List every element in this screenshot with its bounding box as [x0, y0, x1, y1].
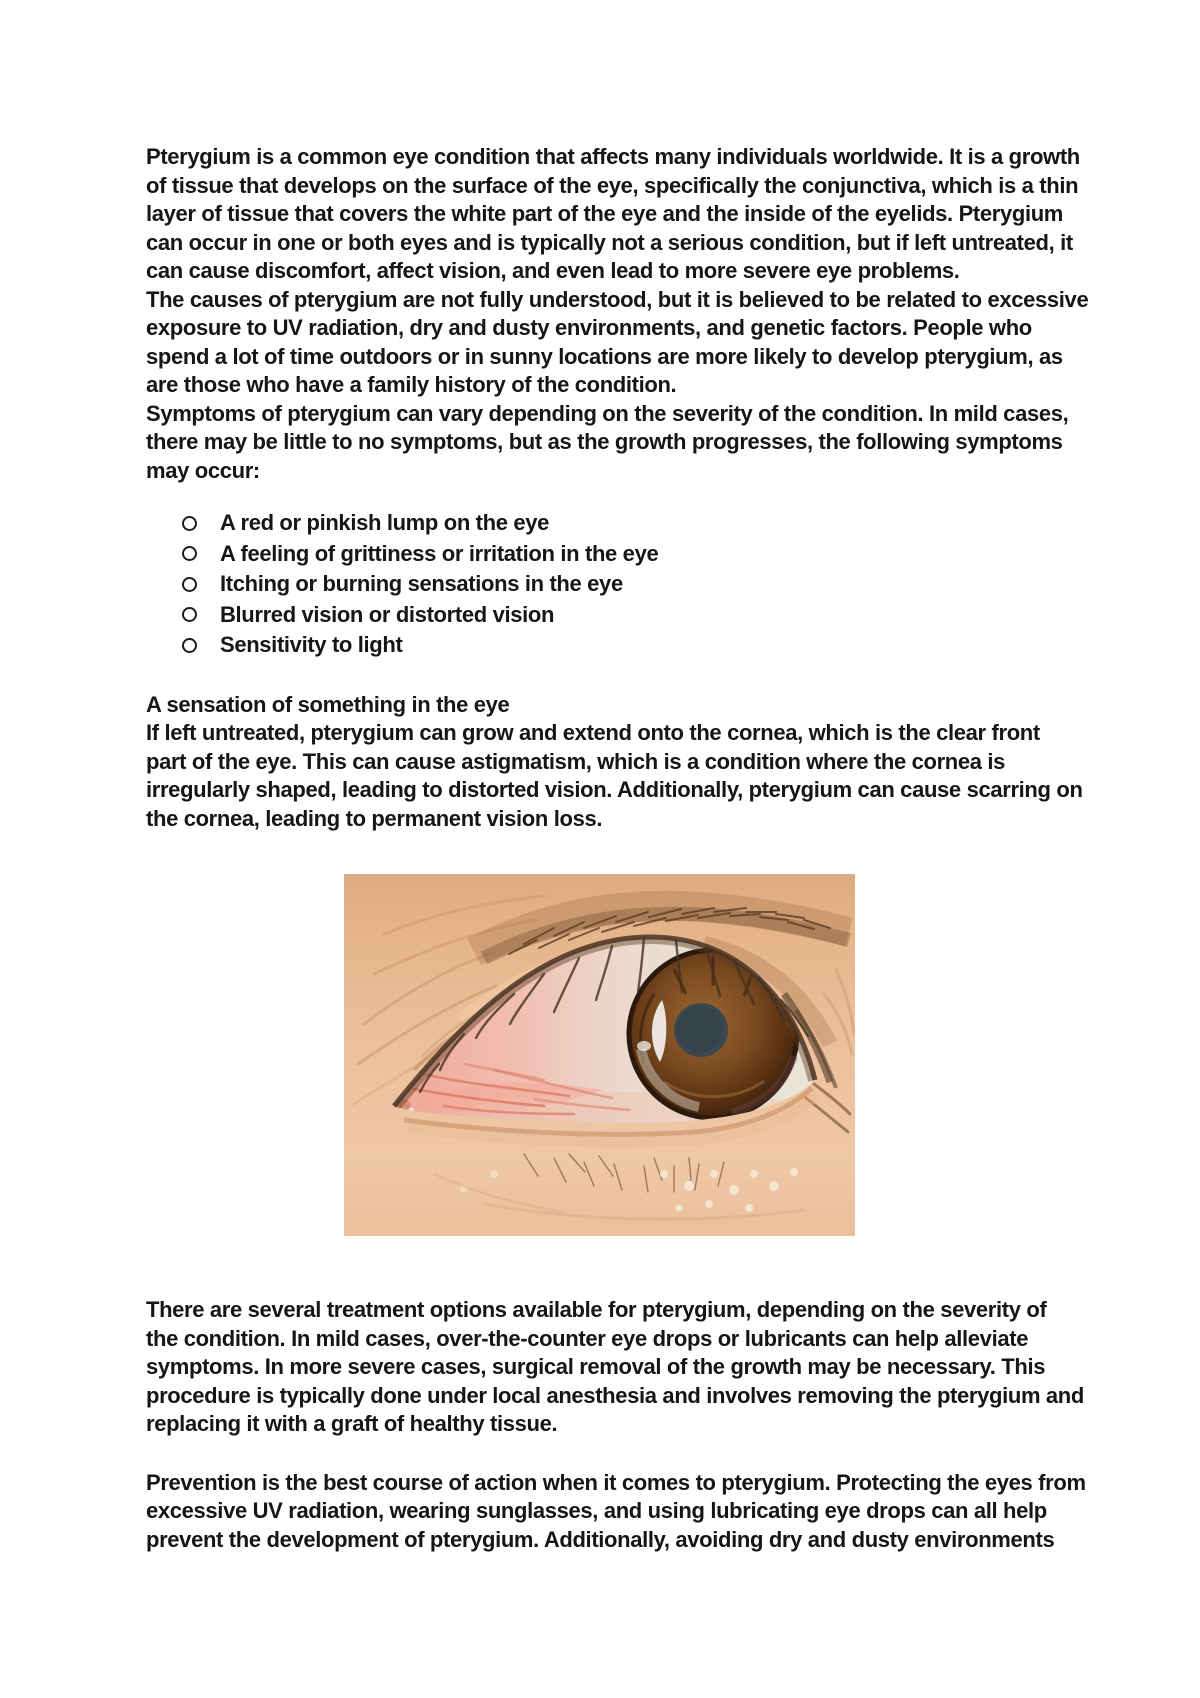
hollow-circle-bullet-icon	[182, 546, 197, 561]
text-line: symptoms. In more severe cases, surgical removal of the growth may be necessary. This	[146, 1354, 1046, 1379]
paragraph-treatment	[146, 1296, 1084, 1439]
symptom-text: Sensitivity to light	[220, 632, 403, 658]
symptom-text: A red or pinkish lump on the eye	[220, 510, 550, 536]
text-line: irregularly shaped, leading to distorted vision. Additionally, pterygium can cause scarring on	[146, 777, 1083, 802]
text-line: If left untreated, pterygium can grow and extend onto the cornea, which is the clear front	[146, 720, 1040, 745]
symptom-list-item	[146, 508, 1070, 539]
text-line: procedure is typically done under local anesthesia and involves removing the pterygium and	[146, 1382, 1084, 1408]
text-line: may occur:	[146, 457, 260, 483]
symptom-list-item	[146, 539, 1070, 570]
text-line: Symptoms of pterygium can vary depending on the severity of the condition. In mild cases,	[146, 400, 1069, 426]
hollow-circle-bullet-icon	[182, 516, 197, 531]
paragraph-prevention	[146, 1469, 1086, 1555]
paragraph-untreated	[146, 691, 1083, 834]
text-line: exposure to UV radiation, dry and dusty environments, and genetic factors. People who	[146, 315, 1032, 340]
symptom-list-item	[146, 600, 1070, 631]
symptom-list-item	[146, 569, 1070, 600]
symptom-list-item	[146, 630, 1070, 661]
text-line: There are several treatment options available for pterygium, depending on the severity of	[146, 1297, 1047, 1322]
text-line: Prevention is the best course of action when it comes to pterygium. Protecting the eyes from	[146, 1469, 1086, 1495]
symptom-text: A feeling of grittiness or irritation in the eye	[220, 540, 659, 566]
text-line: can occur in one or both eyes and is typically not a serious condition, but if left untreated, it	[146, 229, 1073, 255]
text-line: are those who have a family history of the condition.	[146, 372, 677, 397]
text-line: A sensation of something in the eye	[146, 691, 510, 717]
text-line: The causes of pterygium are not fully understood, but it is believed to be related to excessive	[146, 286, 1089, 312]
text-line: layer of tissue that covers the white part of the eye and the inside of the eyelids. Pterygium	[146, 201, 1064, 226]
text-line: replacing it with a graft of healthy tissue.	[146, 1411, 558, 1436]
symptom-text: Itching or burning sensations in the eye	[220, 571, 623, 597]
text-line: of tissue that develops on the surface of the eye, specifically the conjunctiva, which is a thin	[146, 172, 1079, 198]
text-line: the condition. In mild cases, over-the-counter eye drops or lubricants can help alleviate	[146, 1325, 1029, 1351]
eye-photo-illustration	[344, 874, 855, 1236]
text-line: the cornea, leading to permanent vision loss.	[146, 805, 603, 831]
hollow-circle-bullet-icon	[182, 607, 197, 622]
text-line: excessive UV radiation, wearing sunglasses, and using lubricating eye drops can all help	[146, 1498, 1047, 1523]
text-line: Pterygium is a common eye condition that affects many individuals worldwide. It is a growth	[146, 144, 1080, 169]
pterygium-eye-photo	[344, 874, 855, 1236]
text-line: there may be little to no symptoms, but as the growth progresses, the following symptoms	[146, 429, 1063, 454]
hollow-circle-bullet-icon	[182, 638, 197, 653]
text-line: prevent the development of pterygium. Additionally, avoiding dry and dusty environments	[146, 1526, 1055, 1552]
hollow-circle-bullet-icon	[182, 577, 197, 592]
symptom-text: Blurred vision or distorted vision	[220, 601, 555, 627]
symptom-list	[146, 508, 1070, 661]
text-line: can cause discomfort, affect vision, and even lead to more severe eye problems.	[146, 258, 960, 283]
paragraph-intro	[146, 143, 1089, 485]
text-line: part of the eye. This can cause astigmatism, which is a condition where the cornea is	[146, 748, 1006, 774]
text-line: spend a lot of time outdoors or in sunny locations are more likely to develop pterygium, as	[146, 343, 1063, 369]
